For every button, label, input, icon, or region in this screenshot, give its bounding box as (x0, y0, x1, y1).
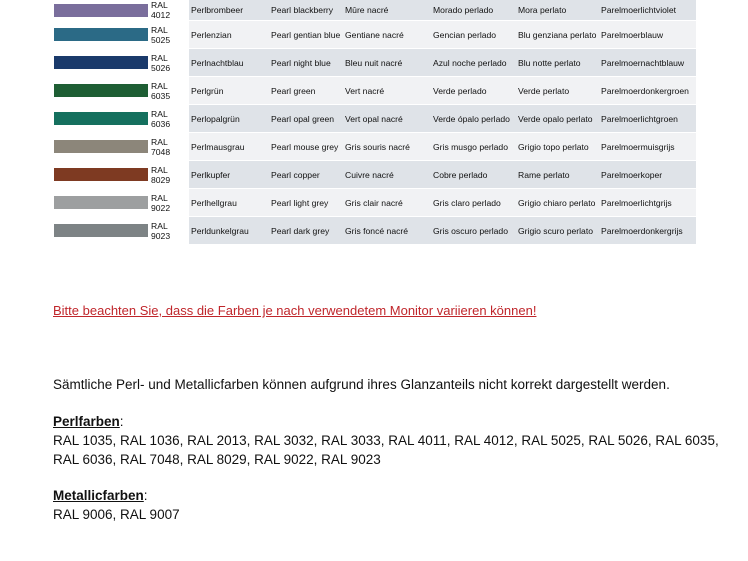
color-name-de: Perlmausgrau (189, 133, 269, 161)
color-row (53, 161, 696, 189)
color-name-es: Verde ópalo perlado (431, 105, 516, 133)
ral-prefix: RAL (151, 0, 168, 10)
color-name-en: Pearl gentian blue (269, 21, 343, 49)
ral-code (149, 49, 189, 77)
color-name-it: Verde perlato (516, 77, 599, 105)
color-name-fr: Bleu nuit nacré (343, 49, 431, 77)
color-name-it: Blu genziana perlato (516, 21, 599, 49)
color-swatch (54, 56, 148, 69)
ral-number: 5025 (151, 34, 171, 45)
color-name-fr: Gris foncé nacré (343, 217, 431, 245)
color-name-es: Gris musgo perlado (431, 133, 516, 161)
color-swatch (54, 84, 148, 97)
color-name-es: Morado perlado (431, 0, 516, 21)
metallic-colon: : (143, 488, 148, 503)
color-name-es: Azul noche perlado (431, 49, 516, 77)
color-name-en: Pearl copper (269, 161, 343, 189)
ral-prefix: RAL (151, 80, 168, 91)
color-swatch (54, 4, 148, 17)
color-name-es: Verde perlado (431, 77, 516, 105)
color-swatch-cell (53, 0, 149, 21)
color-name-de: Perlkupfer (189, 161, 269, 189)
monitor-notice: Bitte beachten Sie, dass die Farben je nach verwendetem Monitor variieren können! (53, 303, 537, 318)
color-name-es: Cobre perlado (431, 161, 516, 189)
color-swatch-cell (53, 21, 149, 49)
color-name-en: Pearl green (269, 77, 343, 105)
ral-number: 6035 (151, 90, 171, 101)
perl-list-line-1: RAL 1035, RAL 1036, RAL 2013, RAL 3032, RAL 3033, RAL 4011, RAL 4012, RAL 5025, RAL 5026, RAL 6035, (53, 433, 719, 448)
color-swatch-cell (53, 133, 149, 161)
color-name-it: Verde opalo perlato (516, 105, 599, 133)
color-name-nl: Parelmoerlichtgroen (599, 105, 696, 133)
color-row (53, 77, 696, 105)
ral-prefix: RAL (151, 164, 168, 175)
ral-prefix: RAL (151, 24, 168, 35)
color-name-en: Pearl opal green (269, 105, 343, 133)
intro-text: Sämtliche Perl- und Metallicfarben können aufgrund ihres Glanzanteils nicht korrekt dargestellt werden. (53, 377, 670, 392)
color-name-de: Perlenzian (189, 21, 269, 49)
color-name-nl: Parelmoermuisgrijs (599, 133, 696, 161)
ral-number: 6036 (151, 118, 171, 129)
color-name-de: Perlbrombeer (189, 0, 269, 21)
color-row (53, 0, 696, 21)
metallic-heading-line (53, 486, 148, 505)
ral-prefix: RAL (151, 52, 168, 63)
ral-number: 4012 (151, 10, 171, 20)
color-name-es: Gris claro perlado (431, 189, 516, 217)
color-row (53, 133, 696, 161)
color-swatch-cell (53, 161, 149, 189)
color-name-de: Perlnachtblau (189, 49, 269, 77)
metallic-heading: Metallicfarben (53, 488, 144, 503)
ral-prefix: RAL (151, 108, 168, 119)
color-row (53, 105, 696, 133)
color-name-nl: Parelmoerlichtgrijs (599, 189, 696, 217)
color-swatch-cell (53, 49, 149, 77)
color-swatch (54, 224, 148, 237)
color-name-fr: Cuivre nacré (343, 161, 431, 189)
color-name-it: Grigio scuro perlato (516, 217, 599, 245)
color-swatch-cell (53, 189, 149, 217)
ral-number: 9022 (151, 202, 171, 213)
color-name-fr: Gentiane nacré (343, 21, 431, 49)
color-swatch-cell (53, 77, 149, 105)
color-name-en: Pearl blackberry (269, 0, 343, 21)
color-name-it: Mora perlato (516, 0, 599, 21)
color-name-nl: Parelmoerblauw (599, 21, 696, 49)
ral-prefix: RAL (151, 220, 168, 231)
color-row (53, 21, 696, 49)
ral-code (149, 217, 189, 245)
metallic-list-line-1: RAL 9006, RAL 9007 (53, 507, 180, 522)
ral-prefix: RAL (151, 136, 168, 147)
color-name-fr: Vert opal nacré (343, 105, 431, 133)
color-name-es: Gencian perlado (431, 21, 516, 49)
color-swatch-cell (53, 105, 149, 133)
ral-code (149, 189, 189, 217)
color-swatch (54, 140, 148, 153)
ral-code (149, 161, 189, 189)
color-name-de: Perlgrün (189, 77, 269, 105)
color-swatch (54, 28, 148, 41)
ral-code (149, 21, 189, 49)
perl-colon: : (119, 414, 124, 429)
color-name-nl: Parelmoernachtblauw (599, 49, 696, 77)
color-name-de: Perlhellgrau (189, 189, 269, 217)
ral-code (149, 105, 189, 133)
color-name-nl: Parelmoerlichtviolet (599, 0, 696, 21)
perl-heading: Perlfarben (53, 414, 120, 429)
color-name-it: Rame perlato (516, 161, 599, 189)
color-row (53, 189, 696, 217)
color-name-it: Grigio topo perlato (516, 133, 599, 161)
color-name-nl: Parelmoerkoper (599, 161, 696, 189)
color-name-fr: Vert nacré (343, 77, 431, 105)
perl-list-line-2: RAL 6036, RAL 7048, RAL 8029, RAL 9022, RAL 9023 (53, 452, 381, 467)
ral-number: 7048 (151, 146, 171, 157)
color-swatch-cell (53, 217, 149, 245)
color-table (53, 0, 696, 245)
color-name-en: Pearl night blue (269, 49, 343, 77)
color-name-fr: Gris clair nacré (343, 189, 431, 217)
color-name-en: Pearl dark grey (269, 217, 343, 245)
color-name-fr: Gris souris nacré (343, 133, 431, 161)
color-swatch (54, 196, 148, 209)
color-name-it: Grigio chiaro perlato (516, 189, 599, 217)
color-name-en: Pearl light grey (269, 189, 343, 217)
color-name-fr: Mûre nacré (343, 0, 431, 21)
ral-number: 9023 (151, 230, 171, 241)
ral-code (149, 77, 189, 105)
color-row (53, 217, 696, 245)
ral-number: 8029 (151, 174, 171, 185)
color-swatch (54, 112, 148, 125)
ral-number: 5026 (151, 62, 171, 73)
color-row (53, 49, 696, 77)
ral-prefix: RAL (151, 192, 168, 203)
color-name-de: Perlopalgrün (189, 105, 269, 133)
ral-code (149, 133, 189, 161)
color-name-en: Pearl mouse grey (269, 133, 343, 161)
color-name-de: Perldunkelgrau (189, 217, 269, 245)
ral-code (149, 0, 189, 21)
color-name-it: Blu notte perlato (516, 49, 599, 77)
color-name-es: Gris oscuro perlado (431, 217, 516, 245)
color-swatch (54, 168, 148, 181)
perl-heading-line (53, 412, 124, 431)
color-name-nl: Parelmoerdonkergrijs (599, 217, 696, 245)
color-name-nl: Parelmoerdonkergroen (599, 77, 696, 105)
